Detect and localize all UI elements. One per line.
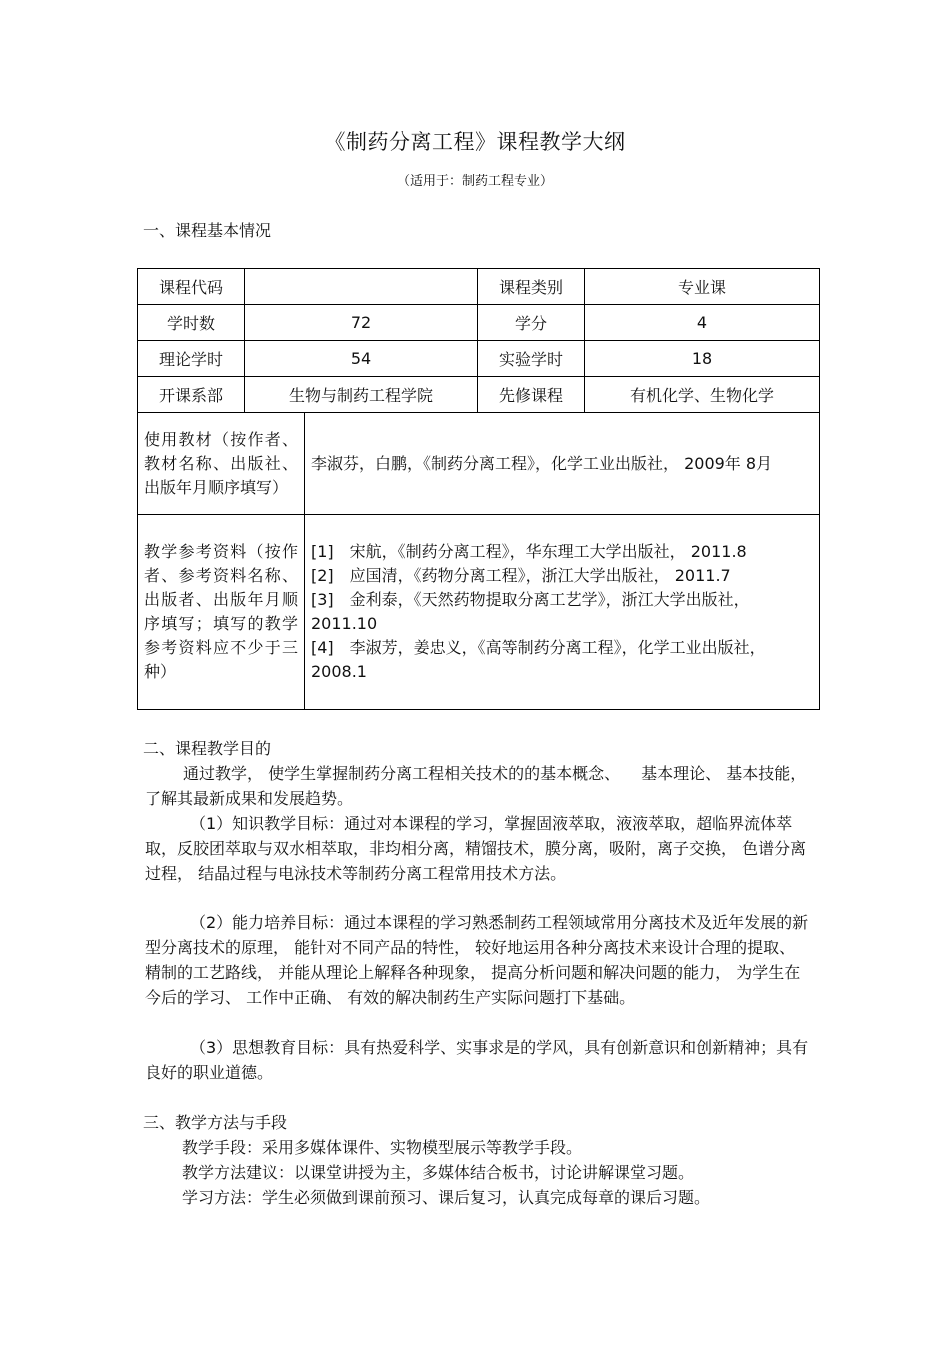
cell-label-prerequisites: 先修课程	[478, 377, 585, 413]
table-row	[138, 269, 820, 305]
cell-label-course-type: 课程类别	[478, 269, 585, 305]
table-row	[138, 341, 820, 377]
table-row	[138, 305, 820, 341]
table-row	[138, 515, 820, 710]
paragraph-knowledge-goal: （1）知识教学目标：通过对本课程的学习，掌握固液萃取，液液萃取，超临界流体萃取，反胶团萃取与双水相萃取，非均相分离，精馏技术，膜分离，吸附，离子交换， 色谱分离过程， 结晶过程与电泳技术等制药分离工程常用技术方法。	[145, 814, 807, 883]
cell-value-course-code	[245, 269, 478, 305]
section-2-heading: 二、课程教学目的	[143, 739, 272, 758]
cell-label-lab-hours: 实验学时	[478, 341, 585, 377]
teaching-means: 教学手段：采用多媒体课件、实物模型展示等教学手段。	[182, 1138, 583, 1157]
section-1-heading: 一、课程基本情况	[143, 221, 272, 240]
cell-value-department: 生物与制药工程学院	[245, 377, 478, 413]
document-subtitle: （适用于：制药工程专业）	[396, 174, 553, 189]
reference-item: [3] 金利泰，《天然药物提取分离工艺学》，浙江大学出版社， 2011.10	[311, 590, 750, 633]
cell-value-references	[305, 515, 820, 710]
cell-value-textbook: 李淑芬，白鹏，《制药分离工程》，化学工业出版社， 2009年 8月	[305, 413, 820, 515]
teaching-method-suggestion: 教学方法建议：以课堂讲授为主，多媒体结合板书，讨论讲解课堂习题。	[182, 1163, 695, 1182]
table-row	[138, 377, 820, 413]
cell-label-textbook: 使用教材（按作者、教材名称、出版社、出版年月顺序填写）	[138, 413, 305, 515]
learning-method: 学习方法：学生必须做到课前预习、课后复习，认真完成每章的课后习题。	[182, 1188, 711, 1207]
paragraph-purpose: 通过教学， 使学生掌握制药分离工程相关技术的的基本概念、 基本理论、 基本技能，了解其最新成果和发展趋势。	[145, 764, 807, 808]
reference-item: [4] 李淑芳，姜忠义，《高等制药分离工程》，化学工业出版社， 2008.1	[311, 638, 766, 681]
cell-value-hours: 72	[245, 305, 478, 341]
table-row	[138, 413, 820, 515]
cell-label-course-code: 课程代码	[138, 269, 245, 305]
paragraph-ability-goal: （2）能力培养目标：通过本课程的学习熟悉制药工程领域常用分离技术及近年发展的新型分离技术的原理， 能针对不同产品的特性， 较好地运用各种分离技术来设计合理的提取、 精制的工艺路线， 并能从理论上解释各种现象， 提高分析问题和解决问题的能力， 为学生在今后的学习、 工作中正确、 有效的解决制药生产实际问题打下基础。	[145, 913, 809, 1007]
cell-label-references: 教学参考资料（按作者、参考资料名称、出版者、出版年月顺序填写；填写的教学参考资料应不少于三种）	[138, 515, 305, 710]
cell-value-lab-hours: 18	[585, 341, 820, 377]
cell-label-hours: 学时数	[138, 305, 245, 341]
cell-value-prerequisites: 有机化学、生物化学	[585, 377, 820, 413]
cell-label-department: 开课系部	[138, 377, 245, 413]
cell-label-credits: 学分	[478, 305, 585, 341]
document-title: 《制药分离工程》课程教学大纲	[324, 130, 626, 154]
reference-item: [1] 宋航，《制药分离工程》，华东理工大学出版社， 2011.8	[311, 542, 747, 561]
course-info-table	[137, 268, 820, 710]
reference-item: [2] 应国清，《药物分离工程》，浙江大学出版社， 2011.7	[311, 566, 731, 585]
paragraph-ideology-goal: （3）思想教育目标：具有热爱科学、实事求是的学风，具有创新意识和创新精神；具有良好的职业道德。	[145, 1038, 809, 1082]
section-3-heading: 三、教学方法与手段	[143, 1113, 288, 1132]
cell-value-credits: 4	[585, 305, 820, 341]
cell-value-theory-hours: 54	[245, 341, 478, 377]
cell-value-course-type: 专业课	[585, 269, 820, 305]
cell-label-theory-hours: 理论学时	[138, 341, 245, 377]
